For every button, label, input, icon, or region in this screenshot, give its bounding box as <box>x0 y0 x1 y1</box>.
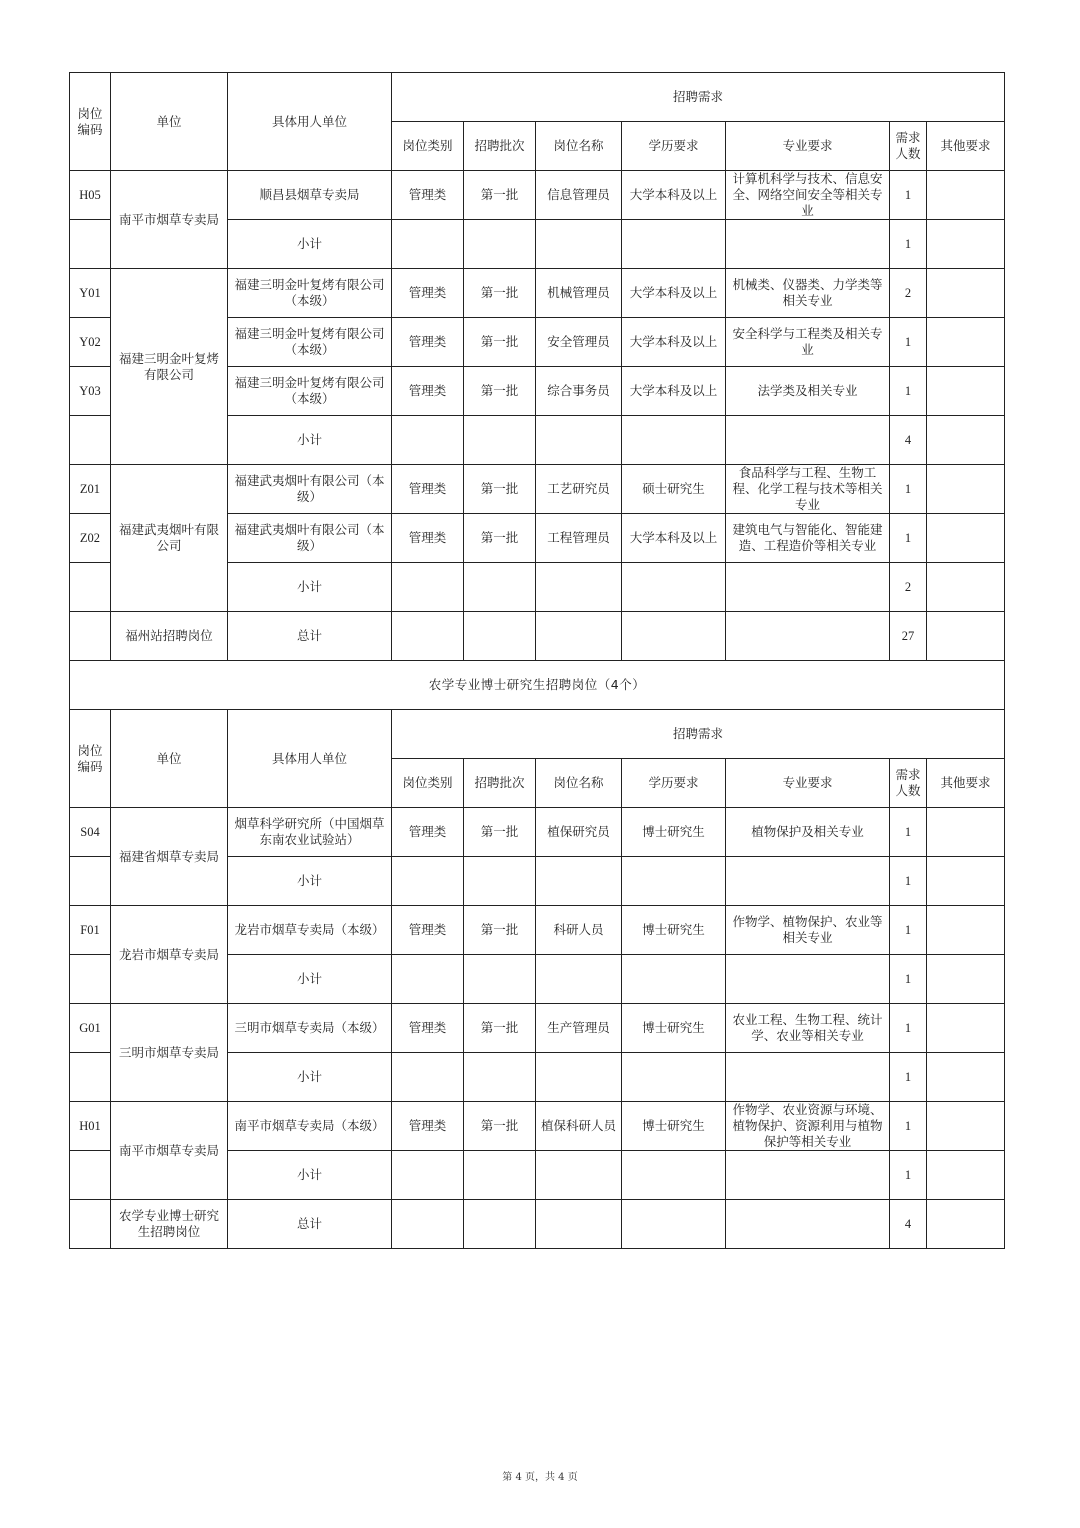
empty-cell <box>726 955 890 1004</box>
count-cell: 1 <box>890 1102 927 1151</box>
education-cell: 博士研究生 <box>622 906 726 955</box>
position-cell: 生产管理员 <box>536 1004 622 1053</box>
other-cell <box>927 318 1005 367</box>
empty-cell <box>622 612 726 661</box>
subtotal-count: 4 <box>890 416 927 465</box>
job-code: Y03 <box>70 367 111 416</box>
header-batch: 招聘批次 <box>464 759 536 808</box>
category-cell: 管理类 <box>392 269 464 318</box>
empty-cell <box>392 1053 464 1102</box>
empty-cell <box>622 220 726 269</box>
job-code: G01 <box>70 1004 111 1053</box>
subtotal-label: 小计 <box>228 1053 392 1102</box>
batch-cell: 第一批 <box>464 1102 536 1151</box>
category-cell: 管理类 <box>392 367 464 416</box>
header-code: 岗位编码 <box>70 710 111 808</box>
job-code <box>70 1200 111 1249</box>
empty-cell <box>726 1200 890 1249</box>
empty-cell <box>927 416 1005 465</box>
empty-cell <box>464 1151 536 1200</box>
header-employer: 具体用人单位 <box>228 710 392 808</box>
other-cell <box>927 808 1005 857</box>
batch-cell: 第一批 <box>464 367 536 416</box>
other-cell <box>927 269 1005 318</box>
position-cell: 科研人员 <box>536 906 622 955</box>
subtotal-count: 1 <box>890 1151 927 1200</box>
job-code: Z02 <box>70 514 111 563</box>
table-row <box>70 1004 1005 1053</box>
category-cell: 管理类 <box>392 808 464 857</box>
other-cell <box>927 171 1005 220</box>
major-cell: 机械类、仪器类、力学类等相关专业 <box>726 269 890 318</box>
employer-cell: 福建三明金叶复烤有限公司（本级） <box>228 367 392 416</box>
empty-cell <box>927 220 1005 269</box>
empty-cell <box>464 563 536 612</box>
empty-cell <box>927 955 1005 1004</box>
batch-cell: 第一批 <box>464 906 536 955</box>
count-cell: 1 <box>890 906 927 955</box>
position-cell: 植保研究员 <box>536 808 622 857</box>
empty-cell <box>622 955 726 1004</box>
header-row <box>70 710 1005 759</box>
education-cell: 博士研究生 <box>622 1102 726 1151</box>
empty-cell <box>392 955 464 1004</box>
empty-cell <box>392 612 464 661</box>
header-employer: 具体用人单位 <box>228 73 392 171</box>
header-batch: 招聘批次 <box>464 122 536 171</box>
education-cell: 博士研究生 <box>622 1004 726 1053</box>
job-code: H05 <box>70 171 111 220</box>
total-count: 27 <box>890 612 927 661</box>
batch-cell: 第一批 <box>464 171 536 220</box>
job-code <box>70 955 111 1004</box>
empty-cell <box>536 955 622 1004</box>
empty-cell <box>392 220 464 269</box>
empty-cell <box>927 563 1005 612</box>
empty-cell <box>536 1200 622 1249</box>
subtotal-count: 1 <box>890 1053 927 1102</box>
page-footer: 第 4 页，共 4 页 <box>502 1472 578 1483</box>
empty-cell <box>536 220 622 269</box>
count-cell: 1 <box>890 1004 927 1053</box>
education-cell: 大学本科及以上 <box>622 269 726 318</box>
employer-cell: 三明市烟草专卖局（本级） <box>228 1004 392 1053</box>
batch-cell: 第一批 <box>464 1004 536 1053</box>
education-cell: 大学本科及以上 <box>622 171 726 220</box>
empty-cell <box>464 416 536 465</box>
major-cell: 法学类及相关专业 <box>726 367 890 416</box>
total-count: 4 <box>890 1200 927 1249</box>
header-category: 岗位类别 <box>392 759 464 808</box>
job-code: Z01 <box>70 465 111 514</box>
job-code <box>70 1151 111 1200</box>
count-cell: 1 <box>890 465 927 514</box>
subtotal-count: 2 <box>890 563 927 612</box>
empty-cell <box>927 1151 1005 1200</box>
subtotal-label: 小计 <box>228 416 392 465</box>
subtotal-label: 小计 <box>228 563 392 612</box>
education-cell: 硕士研究生 <box>622 465 726 514</box>
major-cell: 计算机科学与技术、信息安全、网络空间安全等相关专业 <box>726 171 890 220</box>
empty-cell <box>622 563 726 612</box>
count-cell: 1 <box>890 514 927 563</box>
header-category: 岗位类别 <box>392 122 464 171</box>
major-cell: 食品科学与工程、生物工程、化学工程与技术等相关专业 <box>726 465 890 514</box>
empty-cell <box>536 857 622 906</box>
category-cell: 管理类 <box>392 1004 464 1053</box>
empty-cell <box>536 1053 622 1102</box>
unit-cell: 南平市烟草专卖局 <box>111 1102 228 1200</box>
table-row <box>70 1102 1005 1151</box>
major-cell: 作物学、植物保护、农业等相关专业 <box>726 906 890 955</box>
recruitment-table <box>69 72 1005 1249</box>
major-cell: 农业工程、生物工程、统计学、农业等相关专业 <box>726 1004 890 1053</box>
empty-cell <box>536 1151 622 1200</box>
header-row <box>70 73 1005 122</box>
table-row <box>70 465 1005 514</box>
header-major: 专业要求 <box>726 122 890 171</box>
education-cell: 大学本科及以上 <box>622 514 726 563</box>
count-cell: 2 <box>890 269 927 318</box>
unit-cell: 南平市烟草专卖局 <box>111 171 228 269</box>
empty-cell <box>927 857 1005 906</box>
other-cell <box>927 906 1005 955</box>
table-row <box>70 906 1005 955</box>
subtotal-label: 小计 <box>228 220 392 269</box>
position-cell: 综合事务员 <box>536 367 622 416</box>
job-code: Y02 <box>70 318 111 367</box>
total-row <box>70 1200 1005 1249</box>
other-cell <box>927 514 1005 563</box>
category-cell: 管理类 <box>392 1102 464 1151</box>
empty-cell <box>726 1151 890 1200</box>
empty-cell <box>392 857 464 906</box>
position-cell: 工艺研究员 <box>536 465 622 514</box>
empty-cell <box>536 612 622 661</box>
empty-cell <box>622 416 726 465</box>
other-cell <box>927 1004 1005 1053</box>
total-unit: 福州站招聘岗位 <box>111 612 228 661</box>
employer-cell: 福建三明金叶复烤有限公司（本级） <box>228 269 392 318</box>
total-label: 总计 <box>228 1200 392 1249</box>
education-cell: 大学本科及以上 <box>622 318 726 367</box>
empty-cell <box>726 857 890 906</box>
unit-cell: 三明市烟草专卖局 <box>111 1004 228 1102</box>
header-position: 岗位名称 <box>536 122 622 171</box>
empty-cell <box>726 563 890 612</box>
header-count: 需求人数 <box>890 759 927 808</box>
count-cell: 1 <box>890 367 927 416</box>
total-label: 总计 <box>228 612 392 661</box>
education-cell: 大学本科及以上 <box>622 367 726 416</box>
job-code <box>70 416 111 465</box>
job-code: F01 <box>70 906 111 955</box>
employer-cell: 福建三明金叶复烤有限公司（本级） <box>228 318 392 367</box>
empty-cell <box>726 220 890 269</box>
position-cell: 工程管理员 <box>536 514 622 563</box>
major-cell: 植物保护及相关专业 <box>726 808 890 857</box>
empty-cell <box>464 1053 536 1102</box>
header-unit: 单位 <box>111 73 228 171</box>
empty-cell <box>464 857 536 906</box>
table-row <box>70 808 1005 857</box>
header-demand: 招聘需求 <box>392 73 1005 122</box>
employer-cell: 福建武夷烟叶有限公司（本级） <box>228 514 392 563</box>
empty-cell <box>622 1151 726 1200</box>
job-code: Y01 <box>70 269 111 318</box>
header-other: 其他要求 <box>927 759 1005 808</box>
header-unit: 单位 <box>111 710 228 808</box>
category-cell: 管理类 <box>392 318 464 367</box>
job-code <box>70 612 111 661</box>
job-code: H01 <box>70 1102 111 1151</box>
empty-cell <box>622 1053 726 1102</box>
category-cell: 管理类 <box>392 171 464 220</box>
subtotal-count: 1 <box>890 220 927 269</box>
header-major: 专业要求 <box>726 759 890 808</box>
batch-cell: 第一批 <box>464 808 536 857</box>
unit-cell: 福建省烟草专卖局 <box>111 808 228 906</box>
other-cell <box>927 367 1005 416</box>
job-code <box>70 1053 111 1102</box>
subtotal-label: 小计 <box>228 1151 392 1200</box>
empty-cell <box>927 1200 1005 1249</box>
unit-cell: 龙岩市烟草专卖局 <box>111 906 228 1004</box>
job-code <box>70 857 111 906</box>
empty-cell <box>622 1200 726 1249</box>
total-row <box>70 612 1005 661</box>
major-cell: 作物学、农业资源与环境、植物保护、资源利用与植物保护等相关专业 <box>726 1102 890 1151</box>
unit-cell: 福建武夷烟叶有限公司 <box>111 465 228 612</box>
empty-cell <box>392 1200 464 1249</box>
header-other: 其他要求 <box>927 122 1005 171</box>
empty-cell <box>726 416 890 465</box>
empty-cell <box>536 416 622 465</box>
subtotal-label: 小计 <box>228 857 392 906</box>
empty-cell <box>392 563 464 612</box>
count-cell: 1 <box>890 808 927 857</box>
section-title: 农学专业博士研究生招聘岗位（4个） <box>70 661 1005 710</box>
unit-cell: 福建三明金叶复烤有限公司 <box>111 269 228 465</box>
empty-cell <box>464 612 536 661</box>
batch-cell: 第一批 <box>464 318 536 367</box>
employer-cell: 南平市烟草专卖局（本级） <box>228 1102 392 1151</box>
job-code <box>70 220 111 269</box>
category-cell: 管理类 <box>392 465 464 514</box>
table-row <box>70 171 1005 220</box>
position-cell: 植保科研人员 <box>536 1102 622 1151</box>
position-cell: 安全管理员 <box>536 318 622 367</box>
major-cell: 建筑电气与智能化、智能建造、工程造价等相关专业 <box>726 514 890 563</box>
employer-cell: 福建武夷烟叶有限公司（本级） <box>228 465 392 514</box>
empty-cell <box>464 955 536 1004</box>
empty-cell <box>726 1053 890 1102</box>
batch-cell: 第一批 <box>464 514 536 563</box>
header-code: 岗位编码 <box>70 73 111 171</box>
subtotal-count: 1 <box>890 955 927 1004</box>
category-cell: 管理类 <box>392 906 464 955</box>
category-cell: 管理类 <box>392 514 464 563</box>
other-cell <box>927 1102 1005 1151</box>
count-cell: 1 <box>890 171 927 220</box>
position-cell: 信息管理员 <box>536 171 622 220</box>
empty-cell <box>536 563 622 612</box>
total-unit: 农学专业博士研究生招聘岗位 <box>111 1200 228 1249</box>
empty-cell <box>927 612 1005 661</box>
header-position: 岗位名称 <box>536 759 622 808</box>
subtotal-label: 小计 <box>228 955 392 1004</box>
empty-cell <box>726 612 890 661</box>
empty-cell <box>392 1151 464 1200</box>
major-cell: 安全科学与工程类及相关专业 <box>726 318 890 367</box>
section-title-row <box>70 661 1005 710</box>
header-education: 学历要求 <box>622 759 726 808</box>
count-cell: 1 <box>890 318 927 367</box>
header-demand: 招聘需求 <box>392 710 1005 759</box>
empty-cell <box>927 1053 1005 1102</box>
employer-cell: 顺昌县烟草专卖局 <box>228 171 392 220</box>
position-cell: 机械管理员 <box>536 269 622 318</box>
header-education: 学历要求 <box>622 122 726 171</box>
header-count: 需求人数 <box>890 122 927 171</box>
table-row <box>70 269 1005 318</box>
batch-cell: 第一批 <box>464 269 536 318</box>
subtotal-count: 1 <box>890 857 927 906</box>
job-code: S04 <box>70 808 111 857</box>
batch-cell: 第一批 <box>464 465 536 514</box>
education-cell: 博士研究生 <box>622 808 726 857</box>
empty-cell <box>464 1200 536 1249</box>
job-code <box>70 563 111 612</box>
employer-cell: 龙岩市烟草专卖局（本级） <box>228 906 392 955</box>
employer-cell: 烟草科学研究所（中国烟草东南农业试验站） <box>228 808 392 857</box>
empty-cell <box>464 220 536 269</box>
empty-cell <box>392 416 464 465</box>
other-cell <box>927 465 1005 514</box>
empty-cell <box>622 857 726 906</box>
